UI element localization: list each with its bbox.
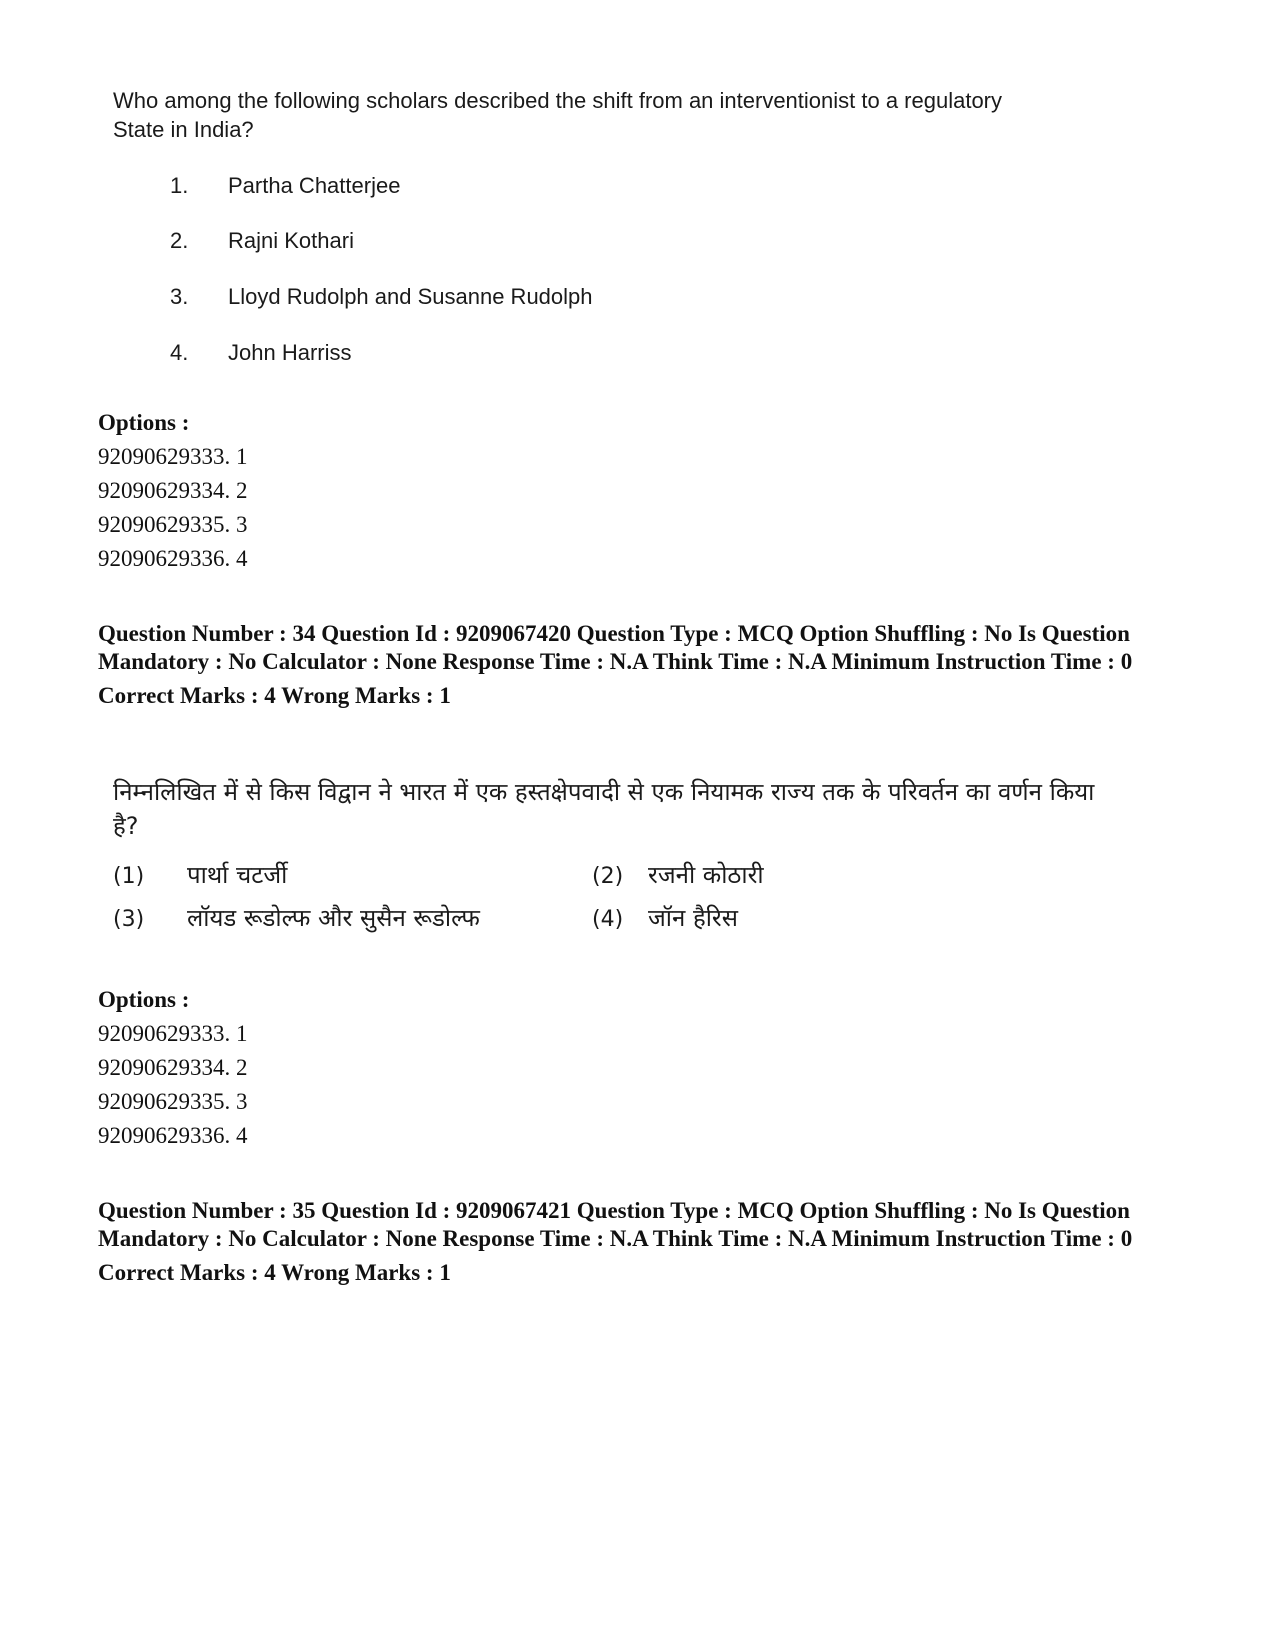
choice-number: 3.: [170, 284, 189, 309]
option-item: 92090629335. 3: [98, 512, 248, 537]
option-item: 92090629334. 2: [98, 478, 248, 503]
options-label: Options :: [98, 987, 190, 1012]
option-item: 92090629336. 4: [98, 1123, 248, 1148]
choice-number: 2.: [170, 228, 189, 253]
choice-text: Lloyd Rudolph and Susanne Rudolph: [228, 284, 593, 309]
option-item: 92090629336. 4: [98, 546, 248, 571]
choice-number: 4.: [170, 340, 189, 365]
answer-choice-hindi: [592, 858, 764, 891]
choice-number: (4): [592, 907, 624, 932]
question-english: [113, 86, 1013, 365]
question-meta: [98, 1197, 1188, 1287]
choice-text: रजनी कोठारी: [648, 861, 764, 889]
choice-text: पार्था चटर्जी: [187, 861, 288, 889]
question-meta: [98, 620, 1188, 710]
question-info: Question Number : 34 Question Id : 9209067420 Question Type : MCQ Option Shuffling : No Is Question Mandatory : No Calculator : None Response Time : N.A Think Time : N.A Minimum Instruction Time : 0: [98, 621, 1133, 674]
choice-text: लॉयड रूडोल्फ और सुसैन रूडोल्फ: [187, 904, 480, 932]
question-stem-hindi: निम्नलिखित में से किस विद्वान ने भारत में एक हस्तक्षेपवादी से एक नियामक राज्य तक के परिवर्तन का वर्णन किया है?: [113, 778, 1095, 840]
choice-number: (3): [113, 907, 145, 932]
choice-text: Rajni Kothari: [228, 228, 354, 253]
option-item: 92090629333. 1: [98, 444, 248, 469]
answer-choice-hindi: [113, 858, 287, 891]
marks-info: Correct Marks : 4 Wrong Marks : 1: [98, 683, 451, 708]
choice-text: John Harriss: [228, 340, 352, 365]
marks-info: Correct Marks : 4 Wrong Marks : 1: [98, 1260, 451, 1285]
question-info: Question Number : 35 Question Id : 9209067421 Question Type : MCQ Option Shuffling : No Is Question Mandatory : No Calculator : None Response Time : N.A Think Time : N.A Minimum Instruction Time : 0: [98, 1198, 1133, 1251]
question-stem: Who among the following scholars described the shift from an interventionist to a regulatory State in India?: [113, 88, 1003, 142]
option-item: 92090629334. 2: [98, 1055, 248, 1080]
choice-text: जॉन हैरिस: [648, 904, 738, 932]
options-list: [98, 983, 248, 1153]
option-item: 92090629335. 3: [98, 1089, 248, 1114]
answer-choice-hindi: [113, 901, 480, 934]
choice-text: Partha Chatterjee: [228, 173, 401, 198]
choice-number: (1): [113, 864, 145, 889]
option-item: 92090629333. 1: [98, 1021, 248, 1046]
choice-number: (2): [592, 864, 624, 889]
options-label: Options :: [98, 410, 190, 435]
question-hindi: [113, 775, 1123, 843]
answer-choice-hindi: [592, 901, 738, 934]
choice-number: 1.: [170, 173, 189, 198]
options-list: [98, 406, 248, 576]
